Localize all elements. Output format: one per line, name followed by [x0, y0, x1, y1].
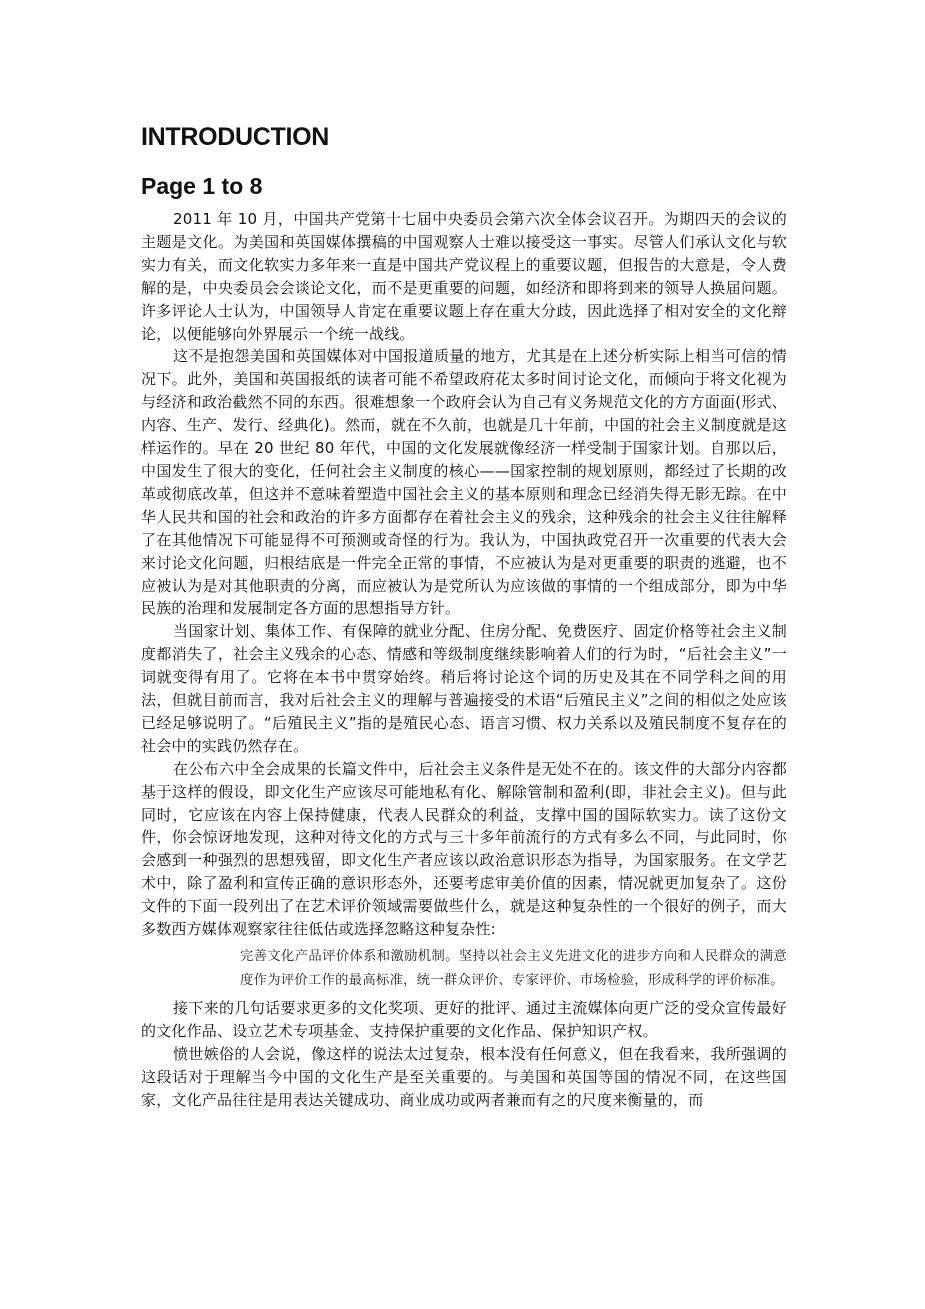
paragraph: 愤世嫉俗的人会说，像这样的说法太过复杂，根本没有任何意义，但在我看来，我所强调的这段话对于理解当今中国的文化生产是至关重要的。与美国和英国等国的情况不同，在这些国家，文化产品往往是用表达关键成功、商业成功或两者兼而有之的尺度来衡量的，而	[141, 1044, 787, 1109]
paragraph: 接下来的几句话要求更多的文化奖项、更好的批评、通过主流媒体向更广泛的受众宣传最好的文化作品、设立艺术专项基金、支持保护重要的文化作品、保护知识产权。	[141, 999, 787, 1040]
paragraph: 2011 年 10 月，中国共产党第十七届中央委员会第六次全体会议召开。为期四天的会议的主题是文化。为美国和英国媒体撰稿的中国观察人士难以接受这一事实。尽管人们承认文化与软实力有关，而文化软实力多年来一直是中国共产党议程上的重要议题，但报告的大意是，令人费解的是，中央委员会会谈论文化，而不是更重要的问题，如经济和即将到来的领导人换届问题。许多评论人士认为，中国领导人肯定在重要议题上存在重大分歧，因此选择了相对安全的文化辩论，以便能够向外界展示一个统一战线。	[141, 210, 787, 343]
paragraph: 在公布六中全会成果的长篇文件中，后社会主义条件是无处不在的。该文件的大部分内容都基于这样的假设，即文化生产应该尽可能地私有化、解除管制和盈利(即，非社会主义)。但与此同时，它应该在内容上保持健康，代表人民群众的利益，支撑中国的国际软实力。读了这份文件，你会惊讶地发现，这种对待文化的方式与三十多年前流行的方式有多么不同，与此同时，你会感到一种强烈的思想残留，即文化生产者应该以政治意识形态为指导，为国家服务。在文学艺术中，除了盈利和宣传正确的意识形态外，还要考虑审美价值的因素，情况就更加复杂了。这份文件的下面一段列出了在艺术评价领域需要做些什么，就是这种复杂性的一个很好的例子，而大多数西方媒体观察家往往低估或选择忽略这种复杂性:	[141, 759, 787, 939]
page-range-heading: Page 1 to 8	[141, 173, 263, 199]
paragraph: 当国家计划、集体工作、有保障的就业分配、住房分配、免费医疗、固定价格等社会主义制度都消失了，社会主义残余的心态、情感和等级制度继续影响着人们的行为时，“后社会主义”一词就变得有用了。它将在本书中贯穿始终。稍后将讨论这个词的历史及其在不同学科之间的用法，但就目前而言，我对后社会主义的理解与普遍接受的术语“后殖民主义”之间的相似之处应该已经足够说明了。“后殖民主义”指的是殖民心态、语言习惯、权力关系以及殖民制度不复存在的社会中的实践仍然存在。	[141, 622, 787, 755]
chapter-heading: INTRODUCTION	[141, 123, 330, 151]
paragraph: 这不是抱怨美国和英国媒体对中国报道质量的地方，尤其是在上述分析实际上相当可信的情况下。此外，美国和英国报纸的读者可能不希望政府花太多时间讨论文化，而倾向于将文化视为与经济和政治截然不同的东西。很难想象一个政府会认为自己有义务规范文化的方方面面(形式、内容、生产、发行、经典化)。然而，就在不久前，也就是几十年前，中国的社会主义制度就是这样运作的。早在 20 世纪 80 年代，中国的文化发展就像经济一样受制于国家计划。自那以后，中国发生了很大的变化，任何社会主义制度的核心——国家控制的规划原则，都经过了长期的改革或彻底改革，但这并不意味着塑造中国社会主义的基本原则和理念已经消失得无影无踪。在中华人民共和国的社会和政治的许多方面都存在着社会主义的残余，这种残余的社会主义往往解释了在其他情况下可能显得不可预测或奇怪的行为。我认为，中国执政党召开一次重要的代表大会来讨论文化问题，归根结底是一件完全正常的事情，不应被认为是对更重要的职责的逃避，也不应被认为是对其他职责的分离，而应被认为是党所认为应该做的事情的一个组成部分，即为中华民族的治理和发展制定各方面的思想指导方针。	[141, 347, 787, 618]
block-quote: 完善文化产品评价体系和激励机制。坚持以社会主义先进文化的进步方向和人民群众的满意度作为评价工作的最高标准，统一群众评价、专家评价、市场检验，形成科学的评价标准。	[240, 949, 787, 988]
body-text	[141, 208, 787, 1112]
